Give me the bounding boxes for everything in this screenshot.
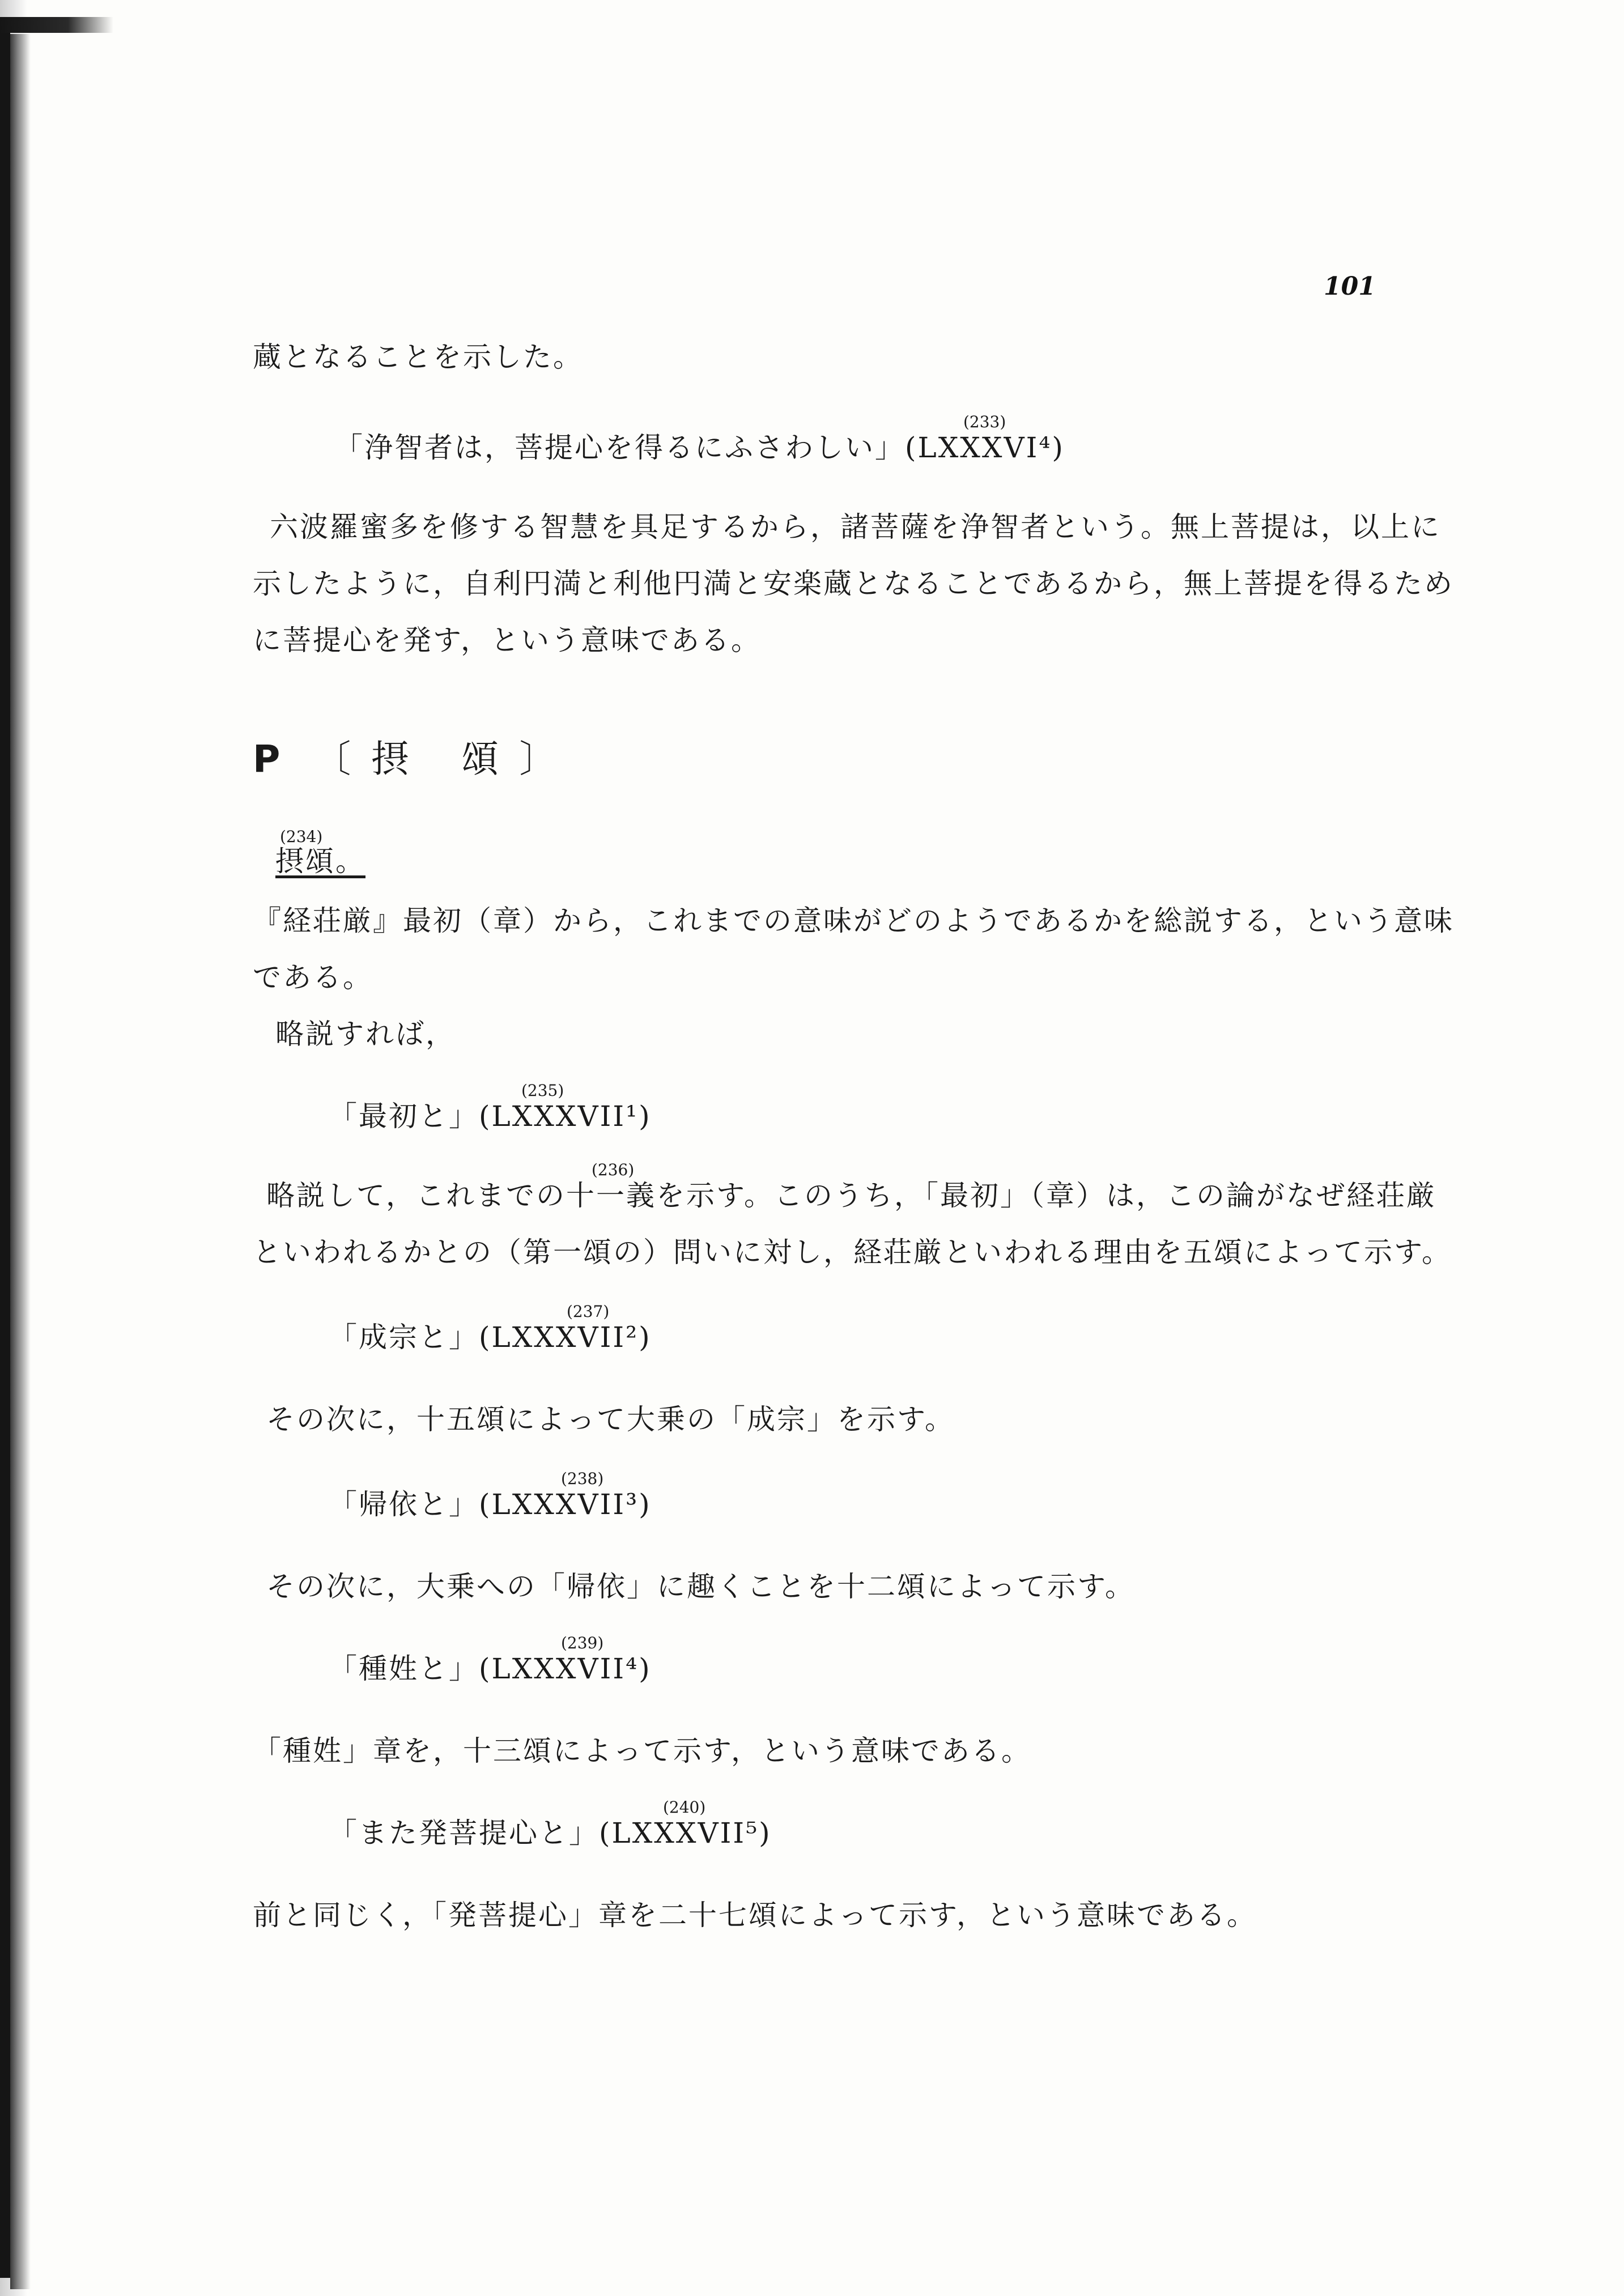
scan-binding-edge — [0, 17, 10, 2278]
scan-binding-top — [0, 17, 113, 33]
text-line-20: 前と同じく，「発菩提心」章を二十七頌によって示す，という意味である。 — [253, 1899, 1257, 1932]
quote-line-239: 「種姓と」(LXXXVII⁴) — [329, 1652, 652, 1685]
quote-line-240: 「また発菩提心と」(LXXXVII⁵) — [329, 1817, 772, 1849]
footnote-marker-235: (235) — [521, 1081, 564, 1100]
section-heading — [253, 737, 577, 782]
quote-line-235: 「最初と」(LXXXVII¹) — [329, 1100, 652, 1133]
text-line-18: 「種姓」章を，十三頌によって示す，という意味である。 — [253, 1734, 1031, 1767]
text-line-11: 略説して，これまでの十一義を示す。このうち，「最初」（章）は，この論がなぜ経荘厳 — [266, 1179, 1436, 1212]
footnote-marker-240: (240) — [663, 1798, 706, 1817]
text-line-8: である。 — [253, 961, 373, 994]
text-line-16: その次に，大乗への「帰依」に趣くことを十二頌によって示す。 — [266, 1570, 1135, 1603]
page-number: 101 — [1324, 272, 1376, 301]
text-line-12: といわれるかとの（第一頌の）問いに対し，経荘厳といわれる理由を五頌によって示す。 — [253, 1236, 1452, 1269]
text-line-7: 『経荘厳』最初（章）から，これまでの意味がどのようであるかを総説する，という意味 — [253, 904, 1454, 937]
text-line-14: その次に，十五頌によって大乗の「成宗」を示す。 — [266, 1403, 955, 1436]
footnote-marker-234: (234) — [280, 827, 323, 846]
section-letter: P — [253, 737, 283, 781]
scan-binding-shadow — [10, 34, 31, 2289]
text-line-6: 摂頌。 — [275, 845, 365, 878]
footnote-marker-236: (236) — [592, 1160, 635, 1179]
footnote-marker-237: (237) — [567, 1302, 610, 1321]
text-line-5: に菩提心を発す，という意味である。 — [253, 624, 761, 657]
quote-line-237: 「成宗と」(LXXXVII²) — [329, 1321, 652, 1354]
quote-line-238: 「帰依と」(LXXXVII³) — [329, 1488, 652, 1521]
footnote-marker-239: (239) — [561, 1634, 604, 1652]
text-line-1: 蔵となることを示した。 — [253, 341, 583, 373]
footnote-marker-233: (233) — [963, 413, 1006, 431]
quote-line-233: 「浄智者は，菩提心を得るにふさわしい」(LXXXVI⁴) — [334, 431, 1065, 464]
text-line-3: 六波羅蜜多を修する智慧を具足するから，諸菩薩を浄智者という。無上菩提は，以上に — [270, 511, 1441, 543]
text-line-9: 略説すれば， — [275, 1018, 456, 1051]
footnote-marker-238: (238) — [561, 1469, 604, 1488]
text-line-4: 示したように，自利円満と利他円満と安楽蔵となることであるから，無上菩提を得るため — [253, 567, 1454, 600]
section-title: 〔摂 頌〕 — [313, 737, 577, 781]
